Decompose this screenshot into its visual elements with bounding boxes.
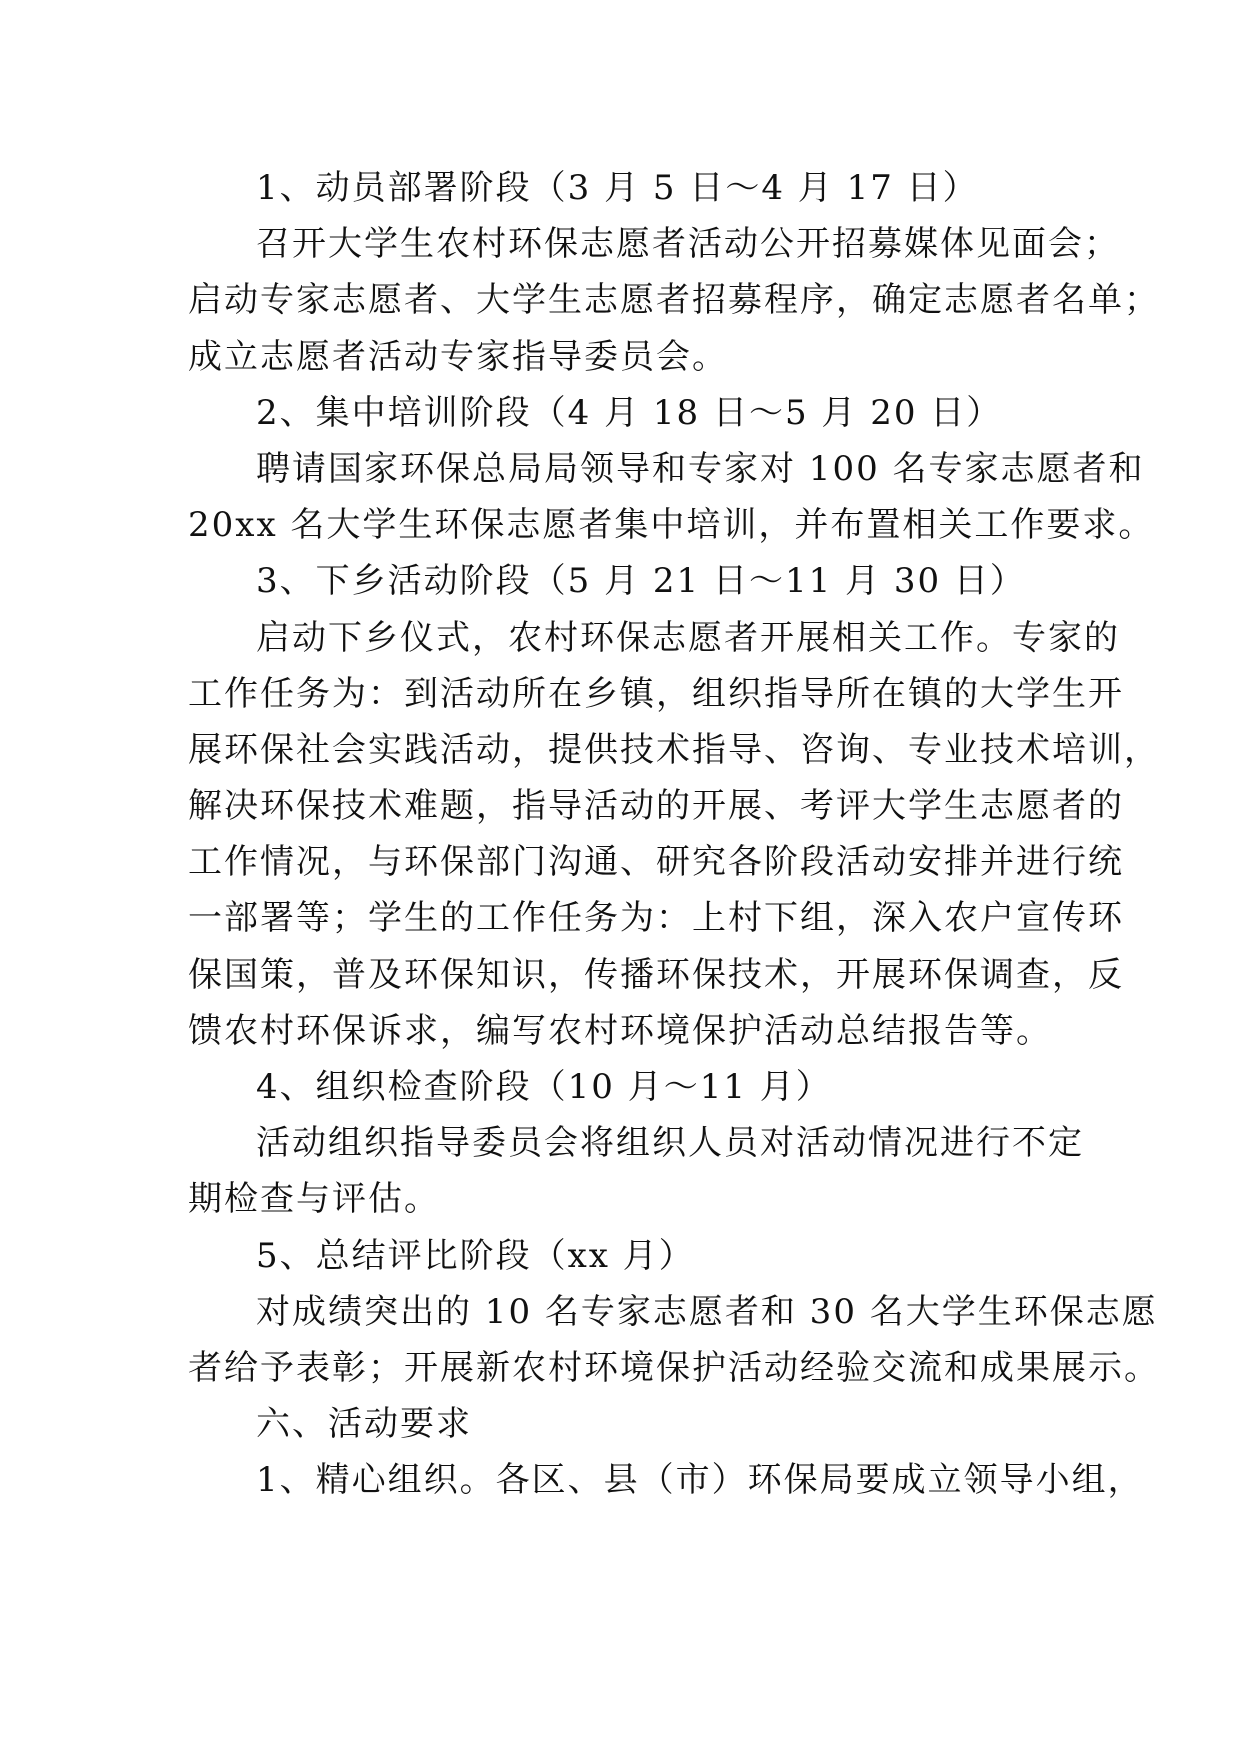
document-body — [188, 160, 1160, 1509]
paragraph-line: 期检查与评估。 — [188, 1179, 440, 1220]
heading-stage-3: 3、下乡活动阶段（5 月 21 日～11 月 30 日） — [256, 561, 1026, 602]
paragraph-line: 解决环保技术难题，指导活动的开展、考评大学生志愿者的 — [188, 786, 1124, 827]
paragraph-line: 对成绩突出的 10 名专家志愿者和 30 名大学生环保志愿 — [256, 1291, 1158, 1332]
paragraph-line: 聘请国家环保总局局领导和专家对 100 名专家志愿者和 — [256, 448, 1145, 489]
paragraph-line: 保国策，普及环保知识，传播环保技术，开展环保调查，反 — [188, 954, 1124, 995]
paragraph-line: 馈农村环保诉求，编写农村环境保护活动总结报告等。 — [188, 1010, 1052, 1051]
paragraph-line: 工作任务为：到活动所在乡镇，组织指导所在镇的大学生开 — [188, 673, 1124, 714]
paragraph-line: 工作情况，与环保部门沟通、研究各阶段活动安排并进行统 — [188, 842, 1124, 883]
heading-stage-4: 4、组织检查阶段（10 月～11 月） — [256, 1067, 832, 1107]
paragraph-line: 活动组织指导委员会将组织人员对活动情况进行不定 — [256, 1123, 1084, 1164]
paragraph-line: 启动下乡仪式，农村环保志愿者开展相关工作。专家的 — [256, 617, 1120, 658]
paragraph-line: 20xx 名大学生环保志愿者集中培训，并布置相关工作要求。 — [188, 505, 1155, 546]
heading-stage-1: 1、动员部署阶段（3 月 5 日～4 月 17 日） — [256, 168, 979, 208]
heading-stage-5: 5、总结评比阶段（xx 月） — [256, 1235, 695, 1276]
section-heading-requirements: 六、活动要求 — [256, 1404, 472, 1445]
paragraph-line: 展环保社会实践活动，提供技术指导、咨询、专业技术培训， — [188, 729, 1160, 770]
paragraph-line: 1、精心组织。各区、县（市）环保局要成立领导小组， — [256, 1460, 1144, 1501]
paragraph-line: 一部署等；学生的工作任务为：上村下组，深入农户宣传环 — [188, 898, 1124, 939]
heading-stage-2: 2、集中培训阶段（4 月 18 日～5 月 20 日） — [256, 392, 1003, 433]
paragraph-line: 启动专家志愿者、大学生志愿者招募程序，确定志愿者名单； — [188, 280, 1160, 321]
paragraph-line: 者给予表彰；开展新农村环境保护活动经验交流和成果展示。 — [188, 1347, 1160, 1388]
paragraph-line: 成立志愿者活动专家指导委员会。 — [188, 336, 728, 377]
paragraph-line: 召开大学生农村环保志愿者活动公开招募媒体见面会； — [256, 224, 1120, 265]
